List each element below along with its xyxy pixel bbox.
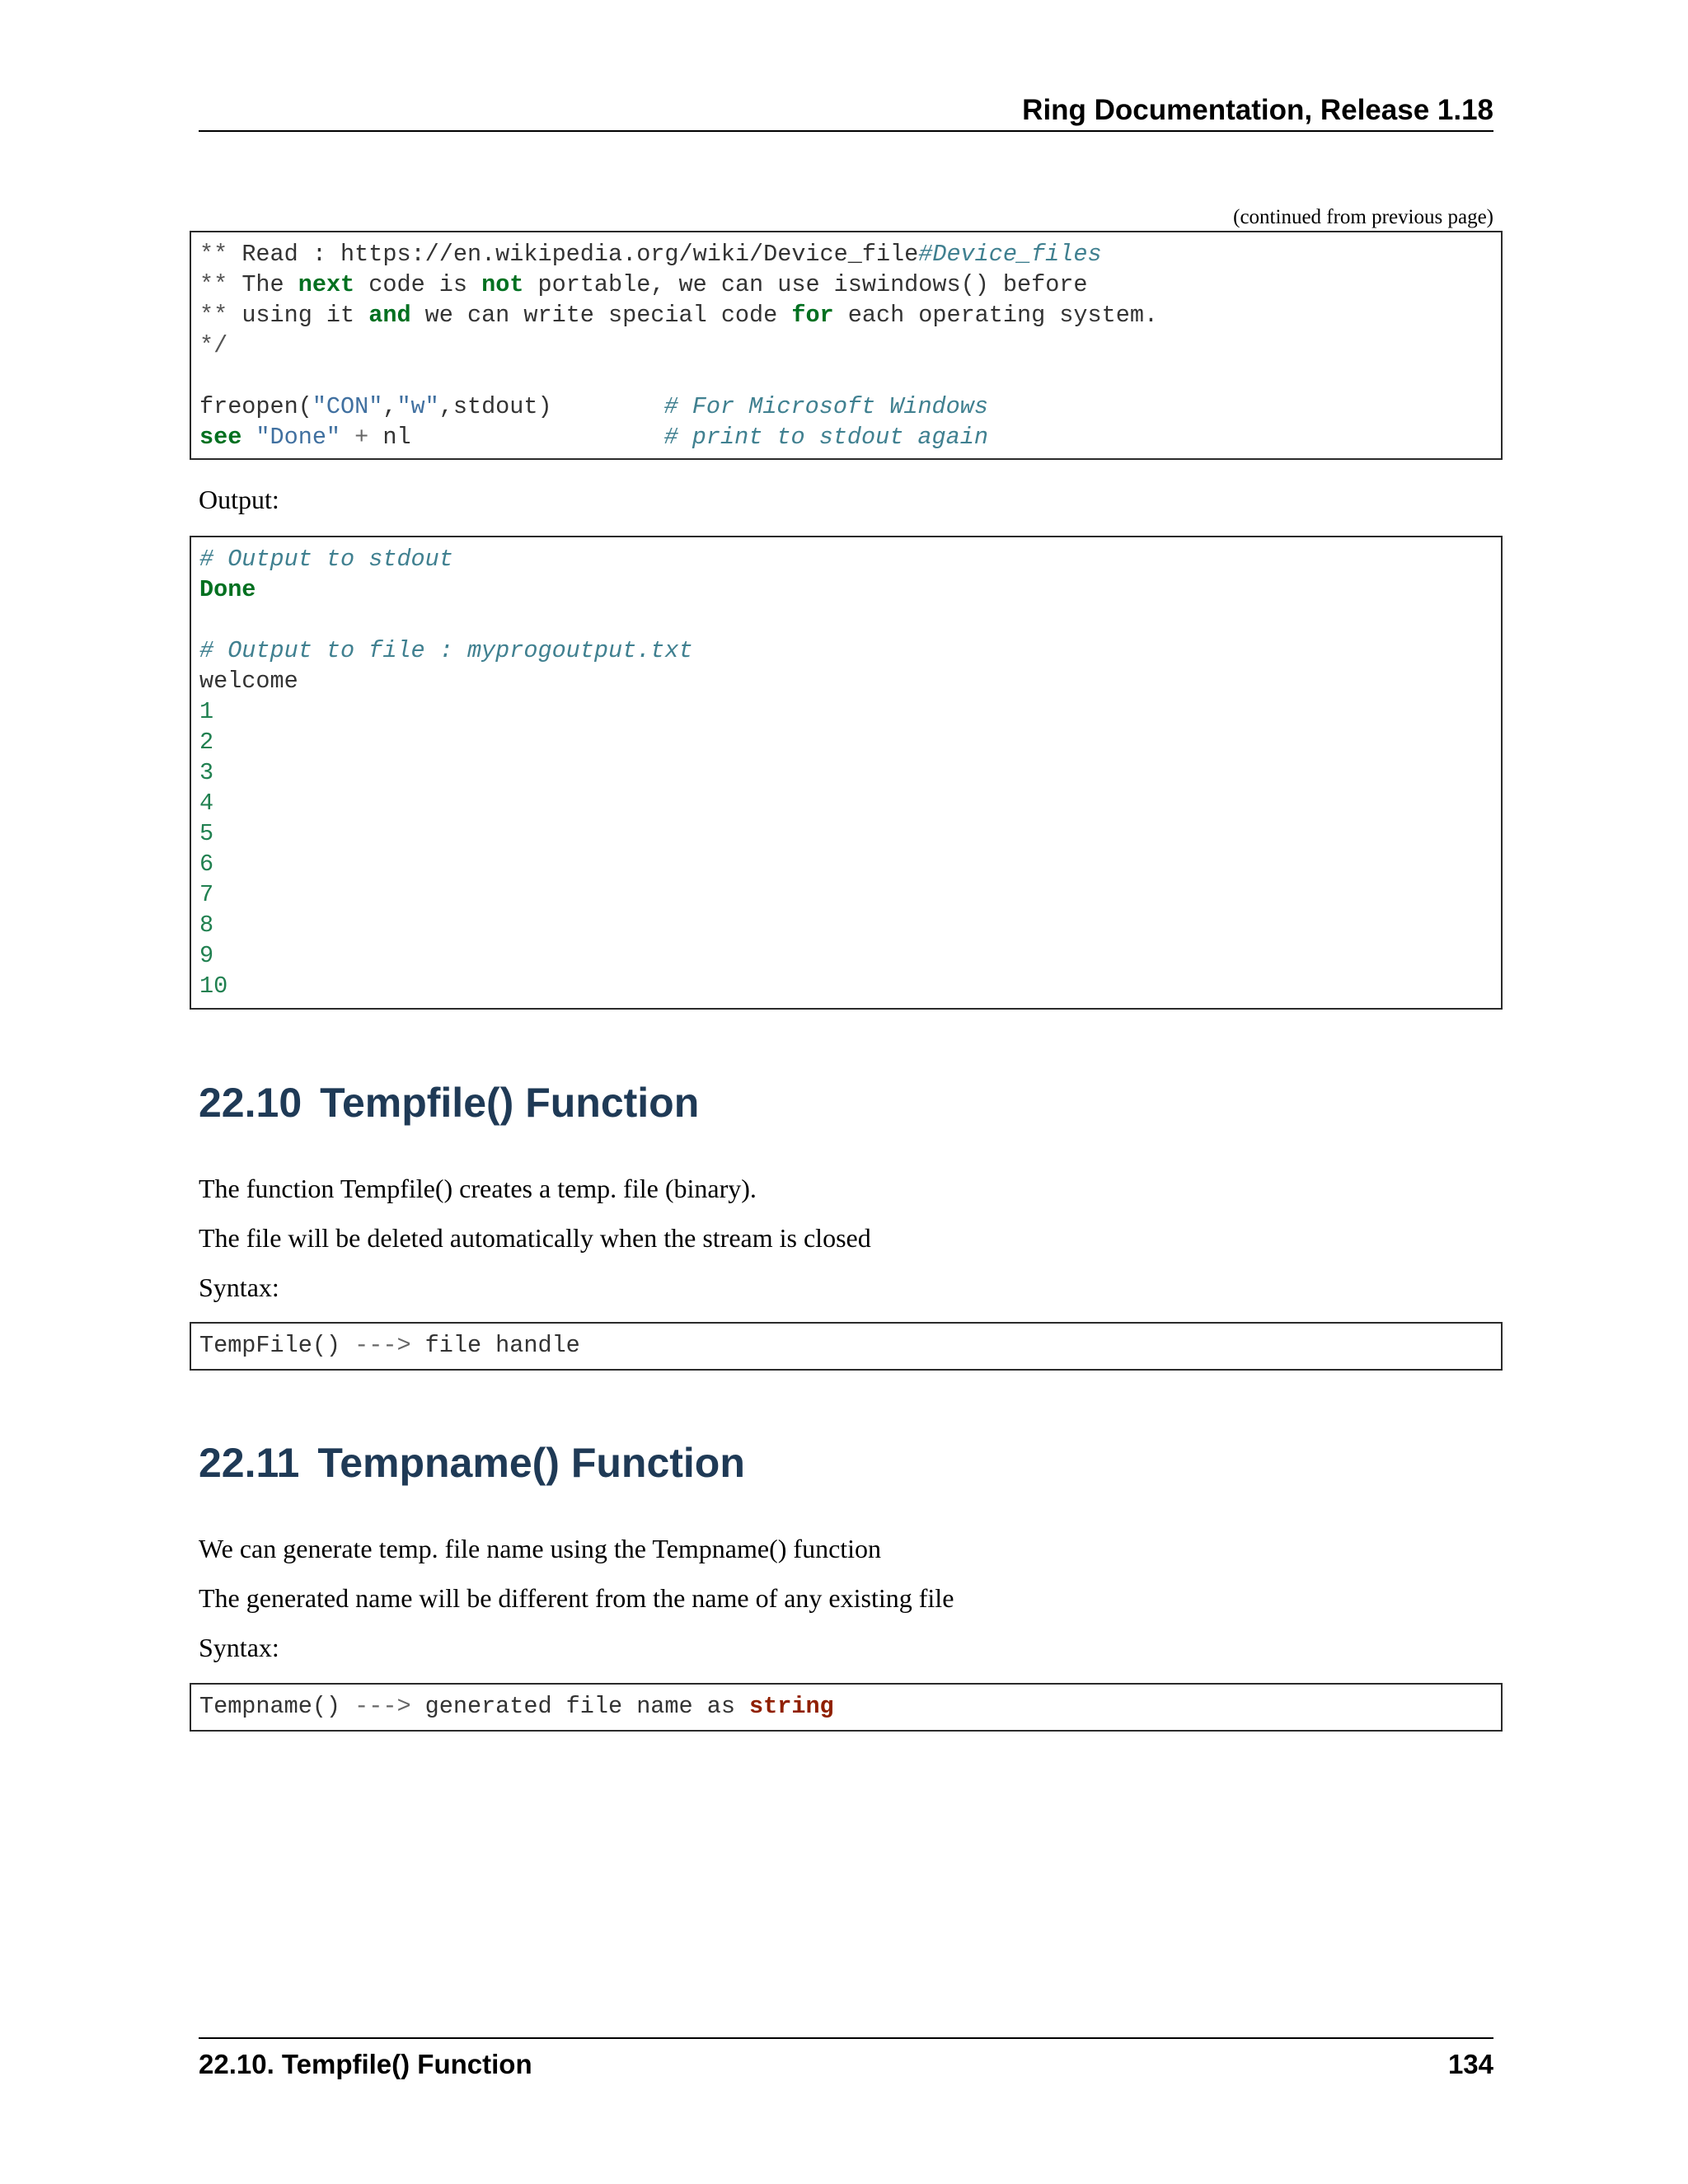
paragraph: The function Tempfile() creates a temp. file (binary). [199, 1174, 757, 1203]
code-line [199, 239, 1493, 269]
section-heading-tempfile [199, 1078, 699, 1127]
paragraph: The file will be deleted automatically when the stream is closed [199, 1223, 871, 1253]
code-token: code is [354, 271, 482, 298]
code-number: 3 [199, 759, 214, 786]
code-token: ** [199, 241, 242, 268]
code-token: generated file name as [424, 1693, 750, 1720]
code-line-blank [199, 361, 1493, 391]
paragraph: We can generate temp. file name using the Tempname() function [199, 1534, 882, 1563]
code-line [199, 300, 1493, 330]
code-operator: + [340, 424, 383, 451]
code-string: "CON" [312, 393, 383, 420]
code-number: 7 [199, 881, 214, 908]
footer-section-title: 22.10. Tempfile() Function [199, 2049, 532, 2079]
code-operator: ---> [340, 1693, 425, 1720]
code-line-blank [199, 605, 1493, 635]
code-token: using it [241, 302, 369, 329]
code-string: "Done" [241, 424, 341, 451]
code-keyword: see [199, 424, 242, 451]
section-number: 22.10 [199, 1080, 302, 1126]
code-token: ** [199, 271, 242, 298]
code-block-tempname-syntax [190, 1683, 1503, 1732]
code-number: 10 [199, 972, 228, 1000]
code-number: 1 [199, 698, 214, 725]
code-string: "w" [396, 393, 439, 420]
code-keyword: and [368, 302, 411, 329]
header-rule [199, 130, 1493, 132]
code-token: #Device_files [918, 241, 1102, 268]
section-number: 22.11 [199, 1440, 300, 1486]
code-line: */ [199, 332, 228, 359]
code-line [199, 422, 1493, 452]
code-line [199, 1691, 1493, 1722]
code-block-continued [190, 231, 1503, 460]
code-keyword: for [791, 302, 834, 329]
code-comment: # Output to stdout [199, 546, 453, 573]
code-token: , [382, 393, 397, 420]
code-token: we can write special code [410, 302, 792, 329]
code-type-keyword: string [749, 1693, 834, 1720]
code-number: 9 [199, 942, 214, 969]
section-title: Tempname() Function [317, 1440, 745, 1486]
code-number: 6 [199, 851, 214, 878]
code-keyword: next [298, 271, 355, 298]
code-token: nl [382, 424, 411, 451]
code-token: file handle [424, 1332, 580, 1359]
code-token: TempFile() [199, 1332, 341, 1359]
code-block-tempfile-syntax [190, 1322, 1503, 1371]
code-keyword: not [481, 271, 524, 298]
code-comment: # For Microsoft Windows [663, 393, 988, 420]
code-number: 8 [199, 912, 214, 939]
code-token: Tempname() [199, 1693, 341, 1720]
code-number: 5 [199, 820, 214, 847]
footer-rule [199, 2037, 1493, 2039]
code-line [199, 391, 1493, 422]
code-token: Read : https://en.wikipedia.org/wiki/Device_file [241, 241, 919, 268]
code-block-output [190, 536, 1503, 1010]
code-token: The [241, 271, 298, 298]
page-number: 134 [1447, 2049, 1493, 2079]
running-header-title: Ring Documentation, Release 1.18 [1022, 94, 1493, 126]
code-line [199, 1330, 1493, 1361]
code-number: 2 [199, 729, 214, 756]
section-title: Tempfile() Function [320, 1080, 700, 1126]
code-operator: ---> [340, 1332, 425, 1359]
code-line: welcome [199, 668, 298, 695]
continued-note: (continued from previous page) [1233, 206, 1493, 228]
paragraph: The generated name will be different from the name of any existing file [199, 1583, 954, 1613]
code-number: 4 [199, 790, 214, 817]
syntax-label: Syntax: [199, 1272, 279, 1302]
syntax-label: Syntax: [199, 1633, 279, 1662]
section-heading-tempname [199, 1438, 745, 1488]
code-token: freopen( [199, 393, 312, 420]
code-token: ,stdout) [438, 393, 552, 420]
code-token: each operating system. [833, 302, 1159, 329]
code-comment: # Output to file : myprogoutput.txt [199, 637, 693, 664]
code-keyword: Done [199, 576, 256, 603]
code-token: ** [199, 302, 242, 329]
code-line [199, 269, 1493, 300]
code-comment: # print to stdout again [663, 424, 988, 451]
code-token: portable, we can use iswindows() before [523, 271, 1088, 298]
output-label: Output: [199, 485, 279, 514]
